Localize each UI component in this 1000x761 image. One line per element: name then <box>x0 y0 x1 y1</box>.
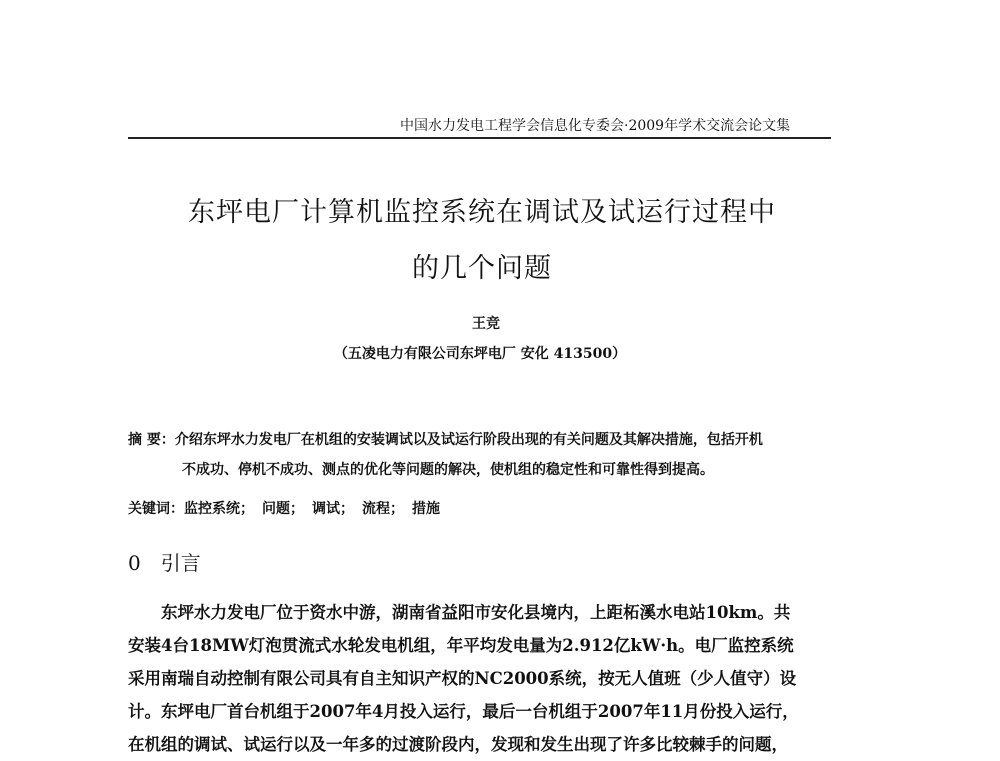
body-line: 计。东坪电厂首台机组于2007年4月投入运行，最后一台机组于2007年11月份投入运行， <box>128 702 799 721</box>
keyword-item: 措施 <box>412 501 440 517</box>
paper-title-line-2: 的几个问题 <box>412 253 552 284</box>
header-rule <box>128 137 831 139</box>
keyword-separator: ； <box>240 501 254 517</box>
body-line: 采用南瑞自动控制有限公司具有自主知识产权的NC2000系统，按无人值班（少人值守）设 <box>128 669 797 688</box>
running-header: 中国水力发电工程学会信息化专委会·2009年学术交流会论文集 <box>400 118 791 134</box>
abstract-text-2: 不成功、停机不成功、测点的优化等问题的解决，使机组的稳定性和可靠性得到提高。 <box>182 462 714 478</box>
section-heading <box>128 547 201 576</box>
keywords <box>128 498 440 518</box>
body-line: 安装4台18MW灯泡贯流式水轮发电机组，年平均发电量为2.912亿kW·h。电厂监控系统 <box>128 636 794 655</box>
abstract <box>128 425 848 485</box>
body-line: 在机组的调试、试运行以及一年多的过渡阶段内，发现和发生出现了许多比较棘手的问题， <box>128 735 788 754</box>
keywords-label: 关键词： <box>128 501 184 517</box>
keyword-item: 调试 <box>312 501 340 517</box>
abstract-line-1 <box>128 425 848 455</box>
keyword-separator: ； <box>390 501 404 517</box>
author-name: 王竞 <box>472 316 500 332</box>
abstract-label: 摘 要： <box>128 432 175 448</box>
keyword-item: 流程 <box>362 501 390 517</box>
keyword-item: 问题 <box>262 501 290 517</box>
keyword-item: 监控系统 <box>184 501 240 517</box>
body-line: 东坪水力发电厂位于资水中游，湖南省益阳市安化县境内，上距柘溪水电站10km。共 <box>161 603 791 622</box>
paper-title-line-1: 东坪电厂计算机监控系统在调试及试运行过程中 <box>188 197 776 228</box>
section-number: 0 <box>128 551 141 575</box>
section-title: 引言 <box>160 551 201 575</box>
keyword-separator: ； <box>340 501 354 517</box>
body-paragraph <box>128 596 848 761</box>
keyword-separator: ； <box>290 501 304 517</box>
author-affiliation: （五凌电力有限公司东坪电厂 安化 413500） <box>333 346 627 362</box>
abstract-text-1: 介绍东坪水力发电厂在机组的安装调试以及试运行阶段出现的有关问题及其解决措施，包括开机 <box>174 432 763 448</box>
